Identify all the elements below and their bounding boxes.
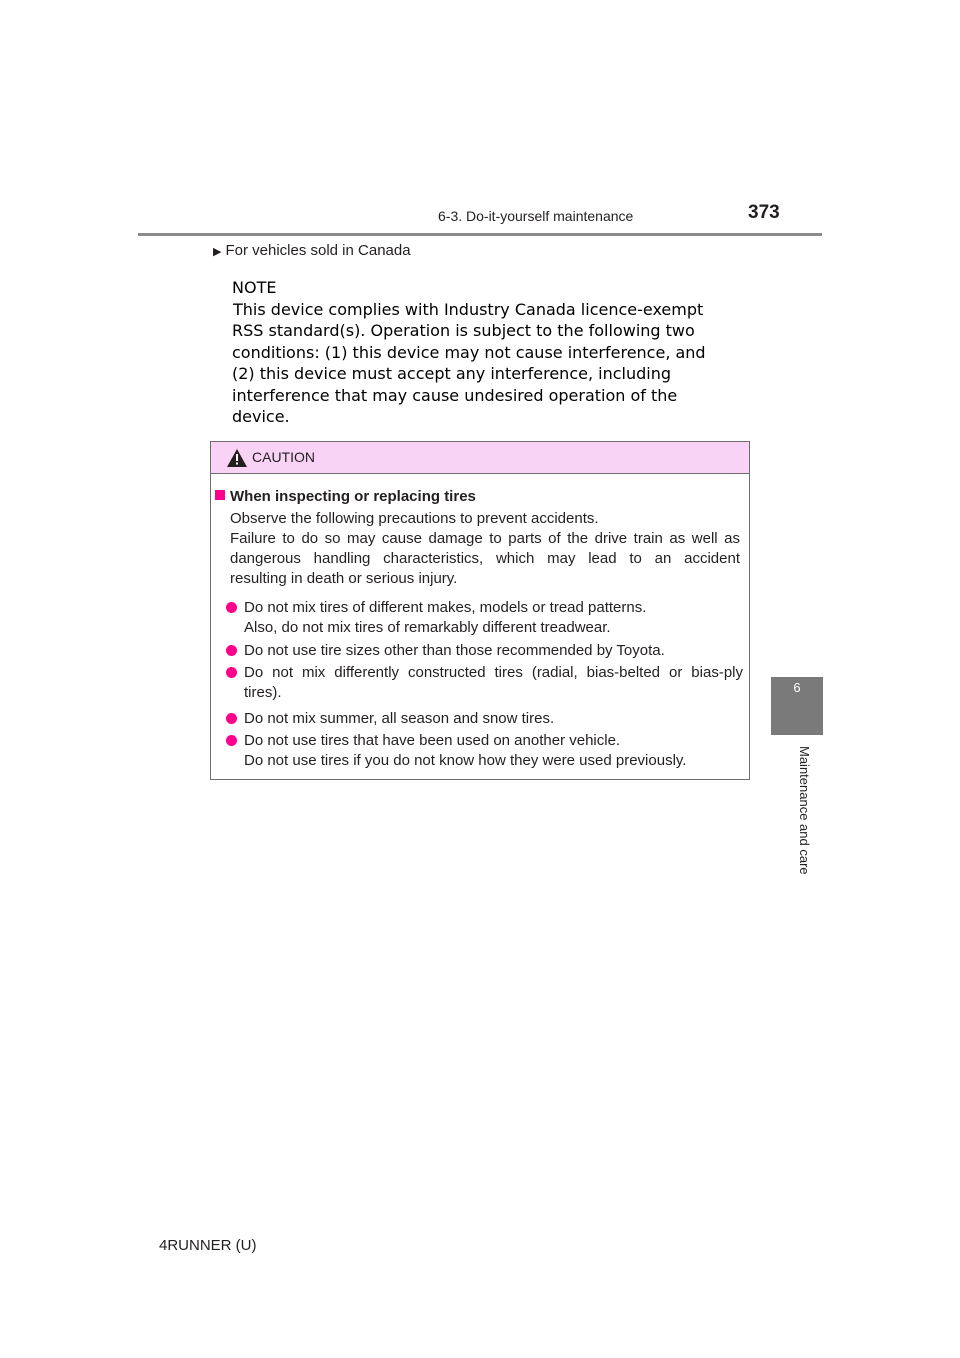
square-bullet-icon — [215, 490, 225, 500]
note-line: interference that may cause undesired operation of the — [232, 385, 678, 405]
circle-bullet-icon — [226, 735, 237, 746]
subsection-bullet — [213, 242, 411, 259]
item-line: Do not use tires that have been used on another vehicle. — [244, 732, 621, 749]
intro-line: dangerous handling characteristics, which may lead to an accident — [230, 550, 740, 567]
subsection-label: For vehicles sold in Canada — [225, 242, 411, 259]
triangle-right-icon: ▶ — [213, 246, 222, 258]
circle-bullet-icon — [226, 713, 237, 724]
note-line: conditions: (1) this device may not cause interference, and — [232, 342, 706, 362]
chapter-tab-title: Maintenance and care — [797, 746, 812, 875]
circle-bullet-icon — [226, 645, 237, 656]
caution-header — [211, 442, 749, 474]
caution-item — [225, 731, 743, 771]
circle-bullet-icon — [226, 602, 237, 613]
caution-heading — [215, 487, 476, 507]
caution-heading-text: When inspecting or replacing tires — [230, 488, 476, 505]
caution-intro — [230, 509, 740, 589]
note-line: RSS standard(s). Operation is subject to the following two — [232, 321, 695, 340]
caution-item — [225, 709, 743, 729]
note-line: (2) this device must accept any interference, including — [232, 364, 671, 383]
caution-label: CAUTION — [252, 449, 315, 465]
caution-box — [210, 441, 750, 780]
model-footer: 4RUNNER (U) — [159, 1237, 257, 1254]
item-line: tires). — [244, 684, 282, 701]
circle-bullet-icon — [226, 667, 237, 678]
note-label: NOTE — [232, 278, 277, 297]
item-line: Also, do not mix tires of remarkably different treadwear. — [244, 619, 611, 636]
note-line: device. — [232, 407, 290, 426]
note-line: This device complies with Industry Canada licence-exempt — [233, 299, 704, 319]
warning-triangle-icon — [227, 449, 247, 467]
item-line: Do not use tires if you do not know how they were used previously. — [244, 752, 687, 769]
item-line: Do not mix tires of different makes, models or tread patterns. — [244, 599, 647, 616]
caution-item — [225, 598, 743, 638]
item-line: Do not mix differently constructed tires (radial, bias-belted or bias-ply — [244, 664, 743, 681]
canada-note — [232, 277, 732, 428]
intro-line: resulting in death or serious injury. — [230, 570, 458, 587]
caution-item — [225, 641, 743, 661]
item-line: Do not mix summer, all season and snow tires. — [244, 710, 555, 727]
caution-item — [225, 663, 743, 703]
chapter-tab-number: 6 — [793, 680, 801, 695]
intro-line: Observe the following precautions to prevent accidents. — [230, 510, 599, 527]
intro-line: Failure to do so may cause damage to parts of the drive train as well as — [230, 530, 740, 547]
header-divider — [138, 233, 822, 236]
page-number: 373 — [748, 202, 780, 223]
item-line: Do not use tire sizes other than those recommended by Toyota. — [244, 642, 665, 659]
section-title: 6-3. Do-it-yourself maintenance — [438, 208, 634, 224]
